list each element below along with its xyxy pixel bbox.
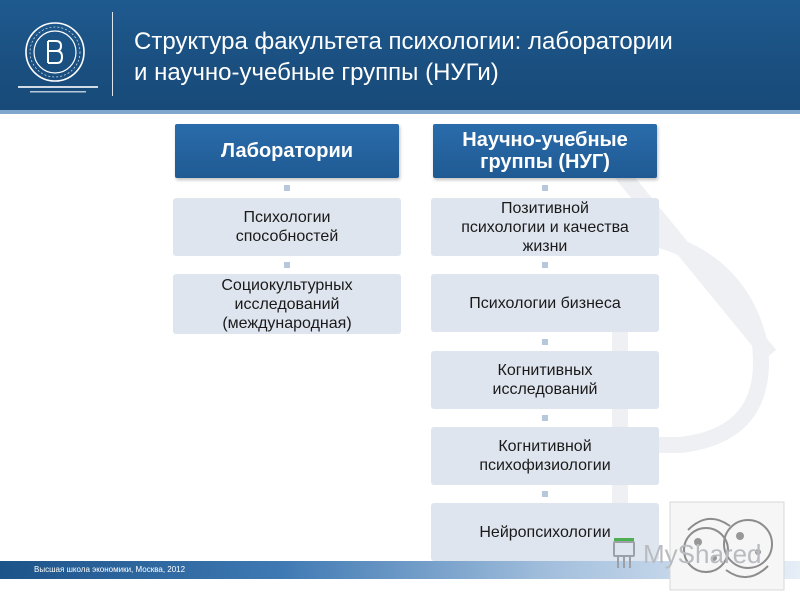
group-item-3: [431, 351, 659, 409]
labs-heading: Лаборатории: [220, 140, 354, 162]
header-stripe: [0, 110, 800, 114]
slide-title-line-1: Структура факультета психологии: лаборатории: [134, 28, 673, 55]
lab-item-2-line-1: Социокультурных: [221, 276, 353, 294]
connector: [284, 262, 290, 268]
connector: [542, 491, 548, 497]
hse-logo-icon: [14, 10, 102, 96]
footer-text: Высшая школа экономики, Москва, 2012: [34, 565, 186, 574]
group-item-4-line-1: Когнитивной: [498, 438, 592, 455]
lab-item-2: [173, 274, 401, 334]
groups-heading-line-1: Научно-учебные: [462, 129, 628, 151]
connector: [542, 339, 548, 345]
labs-heading-box: [175, 124, 399, 178]
connector: [542, 185, 548, 191]
lab-item-1: [173, 198, 401, 256]
group-item-1-line-2: психологии и качества: [461, 218, 629, 236]
lab-item-1-line-2: способностей: [235, 228, 339, 245]
lab-item-2-line-3: (международная): [222, 314, 352, 332]
slide-title: [134, 26, 774, 88]
group-item-2-line-1: Психологии бизнеса: [469, 294, 621, 312]
myshared-watermark: MyShared: [643, 539, 762, 569]
group-item-3-line-2: исследований: [492, 381, 598, 398]
group-item-4-line-2: психофизиологии: [479, 457, 611, 474]
connector: [542, 415, 548, 421]
groups-heading-box: [433, 124, 657, 178]
group-item-1-line-3: жизни: [522, 237, 568, 255]
slide-header: [0, 0, 800, 110]
group-item-1-line-1: Позитивной: [501, 199, 589, 217]
group-item-5-line-1: Нейропсихологии: [479, 523, 611, 541]
group-item-4: [431, 427, 659, 485]
connector: [542, 262, 548, 268]
group-item-3-line-1: Когнитивных: [497, 362, 593, 379]
group-item-2: [431, 274, 659, 332]
connector: [284, 185, 290, 191]
lab-item-2-line-2: исследований: [234, 295, 340, 313]
lab-item-1-line-1: Психологии: [243, 209, 331, 226]
slide-title-line-2: и научно-учебные группы (НУГи): [134, 59, 499, 86]
groups-heading-line-2: группы (НУГ): [480, 151, 610, 173]
header-divider: [112, 12, 113, 96]
group-item-1: [431, 198, 659, 256]
